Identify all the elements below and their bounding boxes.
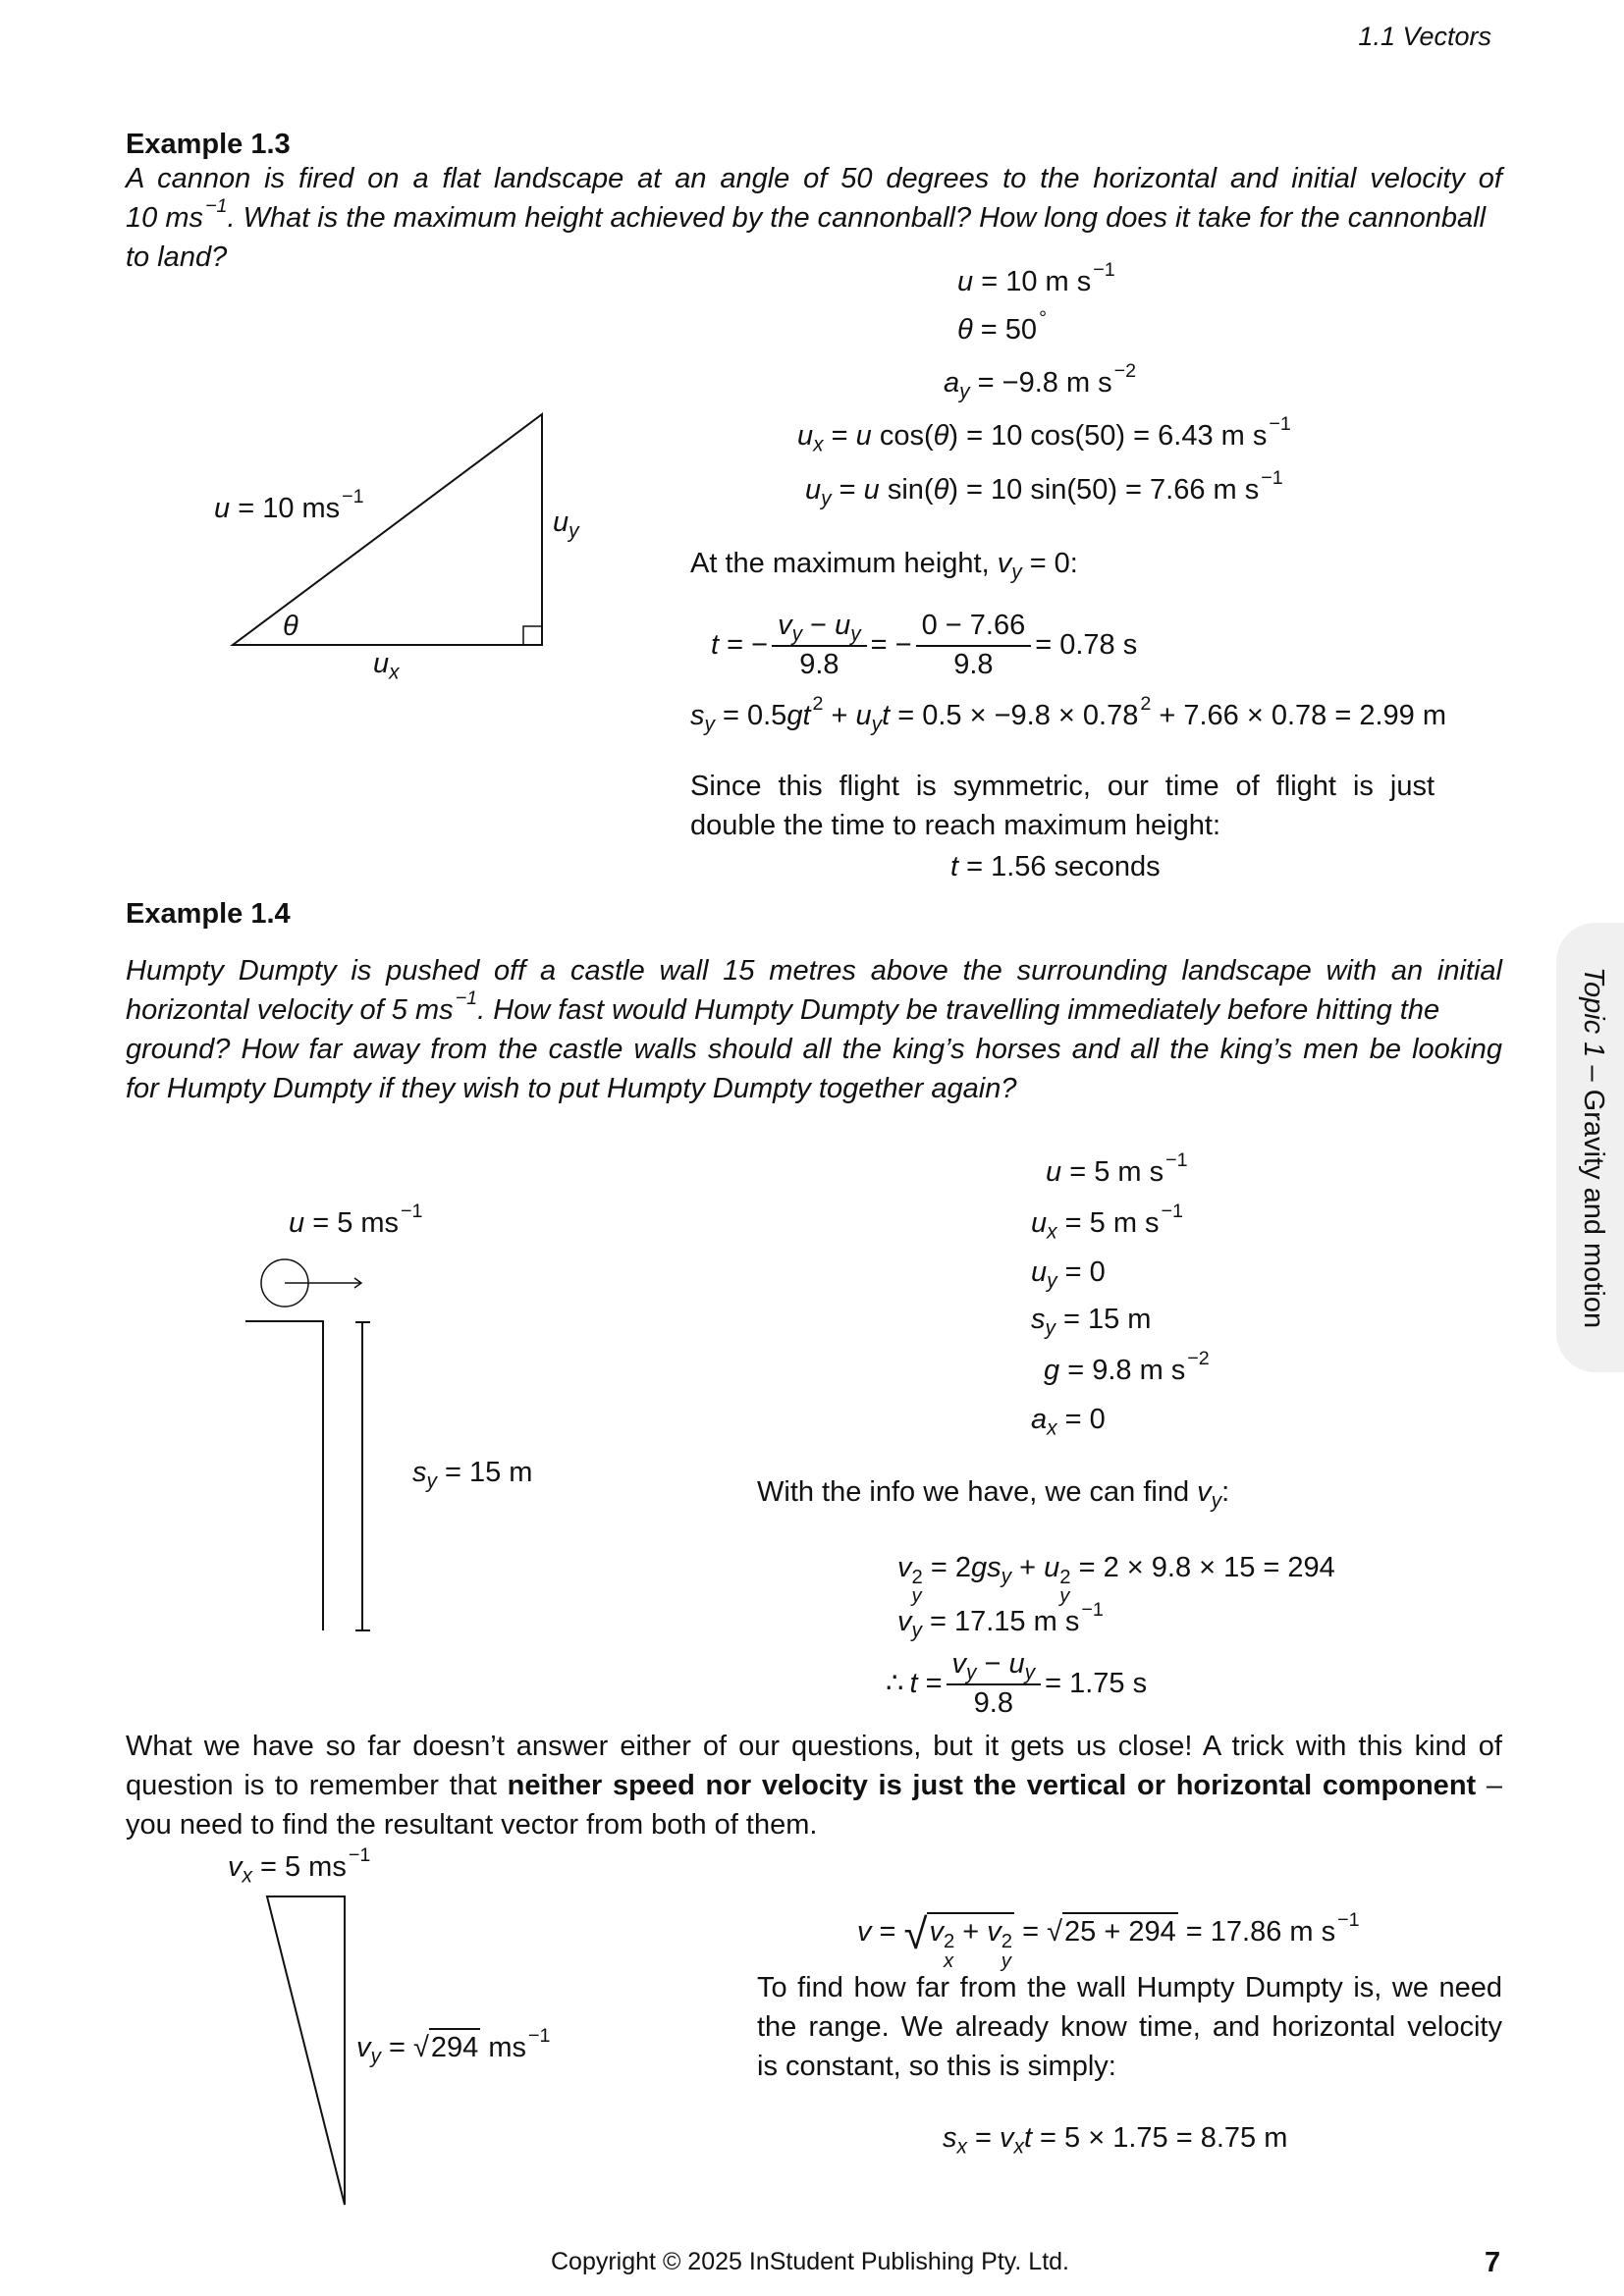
example-1-4-question-line-2: horizontal velocity of 5 ms $^{-1}$. How fast would Humpty Dumpty be travelling immediately before hitting the [126,988,1440,1026]
time-to-max-height-equation: t = − $\frac{v_y - u_y}{9.8}$ = − $\frac{0 - 7.66}{9.8}$ = 0.78 s [711,610,1138,680]
resultant-paragraph-line-3: you need to find the resultant vector from both of them. [126,1809,818,1841]
range-explanation-line-2: the range. We already know time, and horizontal velocity [757,2011,1502,2043]
triangle-opposite-label: $u_y$ [553,507,579,543]
key-point-emphasis: neither speed nor velocity is just the vertical or horizontal component [507,1770,1477,1801]
time-of-flight-result: t = 1.56 seconds [950,851,1161,882]
given-uy-1-4: $u_y = 0$ [1031,1256,1106,1293]
vx-label: $v_x = 5$ ms $^{-1}$ [228,1844,371,1888]
triangle-angle-label: θ [283,611,298,642]
resultant-paragraph-line-2: question is to remember that neither speed nor velocity is just the vertical or horizontal component – [126,1770,1502,1801]
example-1-4-title: Example 1.4 [126,898,291,930]
range-explanation-line-1: To find how far from the wall Humpty Dumpty is, we need [757,1972,1502,2003]
max-height-equation: $s_y = 0.5gt$ $^2 + u_yt = 0.5 \times -9.8 \times 0.78$ $^2$ + 7.66 × 0.78 = 2.99 m [690,693,1446,736]
example-1-3-title: Example 1.3 [126,129,291,160]
resultant-paragraph-line-1: What we have so far doesn’t answer either of our questions, but it gets us close! A trick with this kind of [126,1731,1502,1762]
max-height-intro: At the maximum height, $v_y = 0$: [690,548,1078,584]
vy-label: $v_y = √294$ ms $^{-1}$ [356,2025,551,2068]
range-equation: $s_x = v_xt = 5 \times 1.75 = 8.75$ m [943,2122,1288,2159]
triangle-adjacent-label: $u_x$ [373,648,400,684]
given-u-1-4: u = 5 m s $^{-1}$ [1046,1149,1188,1188]
example-1-3-question-line-1: A cannon is fired on a flat landscape at an angle of 50 degrees to the horizontal and initial velocity of [126,163,1502,194]
given-ux-1-4: $u_x = 5$ m s $^{-1}$ [1031,1201,1184,1244]
find-vy-intro: With the info we have, we can find $v_y$: [757,1476,1230,1513]
given-g-1-4: g = 9.8 m s $^{-2}$ [1044,1348,1210,1386]
example-1-4-question-line-4: for Humpty Dumpty if they wish to put Humpty Dumpty together again? [126,1073,1017,1104]
symmetric-note-line-2: double the time to reach maximum height: [690,810,1220,841]
given-ux: $u_x = u$ cos(θ) = 10 cos(50) = 6.43 m s $^{-1}$ [797,413,1291,456]
example-1-4-question-line-1: Humpty Dumpty is pushed off a castle wall 15 metres above the surrounding landscape with an initial [126,955,1502,987]
topic-title: – Gravity and motion [1578,1065,1609,1329]
vy-result-equation: $v_y = 17.15$ m s $^{-1}$ [897,1599,1104,1642]
given-u: u = 10 m s $^{-1}$ [957,259,1115,297]
triangle-hypotenuse-label: u = 10 ms $^{-1}$ [214,486,364,524]
example-1-3-question-line-2: 10 ms $^{-1}$. What is the maximum height achieved by the cannonball? How long does it take for the cannonball [126,195,1487,234]
symmetric-note-line-1: Since this flight is symmetric, our time of flight is just [690,771,1435,802]
given-ax-1-4: $a_x = 0$ [1031,1404,1106,1440]
humpty-velocity-label: u = 5 ms $^{-1}$ [289,1201,423,1239]
given-theta: θ = 50 ° [957,307,1047,346]
given-uy: $u_y = u$ sin(θ) = 10 sin(50) = 7.66 m s $^{-1}$ [805,467,1283,510]
example-1-4-question-line-3: ground? How far away from the castle walls should all the king’s horses and all the king’s men be looking [126,1034,1502,1065]
fall-time-equation: ∴ t = $\frac{v_y - u_y}{9.8}$ = 1.75 s [886,1648,1148,1719]
page-number: 7 [1485,2247,1501,2278]
copyright-footer: Copyright © 2025 InStudent Publishing Pty. Ltd. [551,2248,1070,2275]
resultant-speed-equation: v = √v 2 x + v 2 y = √25 + 294 = 17.86 m s $^{-1}$ [857,1909,1360,1972]
range-explanation-line-3: is constant, so this is simply: [757,2051,1116,2082]
given-sy-1-4: $s_y = 15$ m [1031,1304,1152,1340]
running-header: 1.1 Vectors [1358,22,1491,51]
topic-number: Topic 1 [1578,967,1609,1058]
vy-squared-equation: v 2 y = $2gs_y + u$ 2 y = 2 × 9.8 × 15 = 294 [897,1552,1335,1608]
example-1-3-question-line-3: to land? [126,241,228,273]
given-ay: $a_y = -9.8$ m s $^{-2}$ [944,360,1137,403]
wall-height-label: $s_y = 15$ m [412,1457,533,1493]
